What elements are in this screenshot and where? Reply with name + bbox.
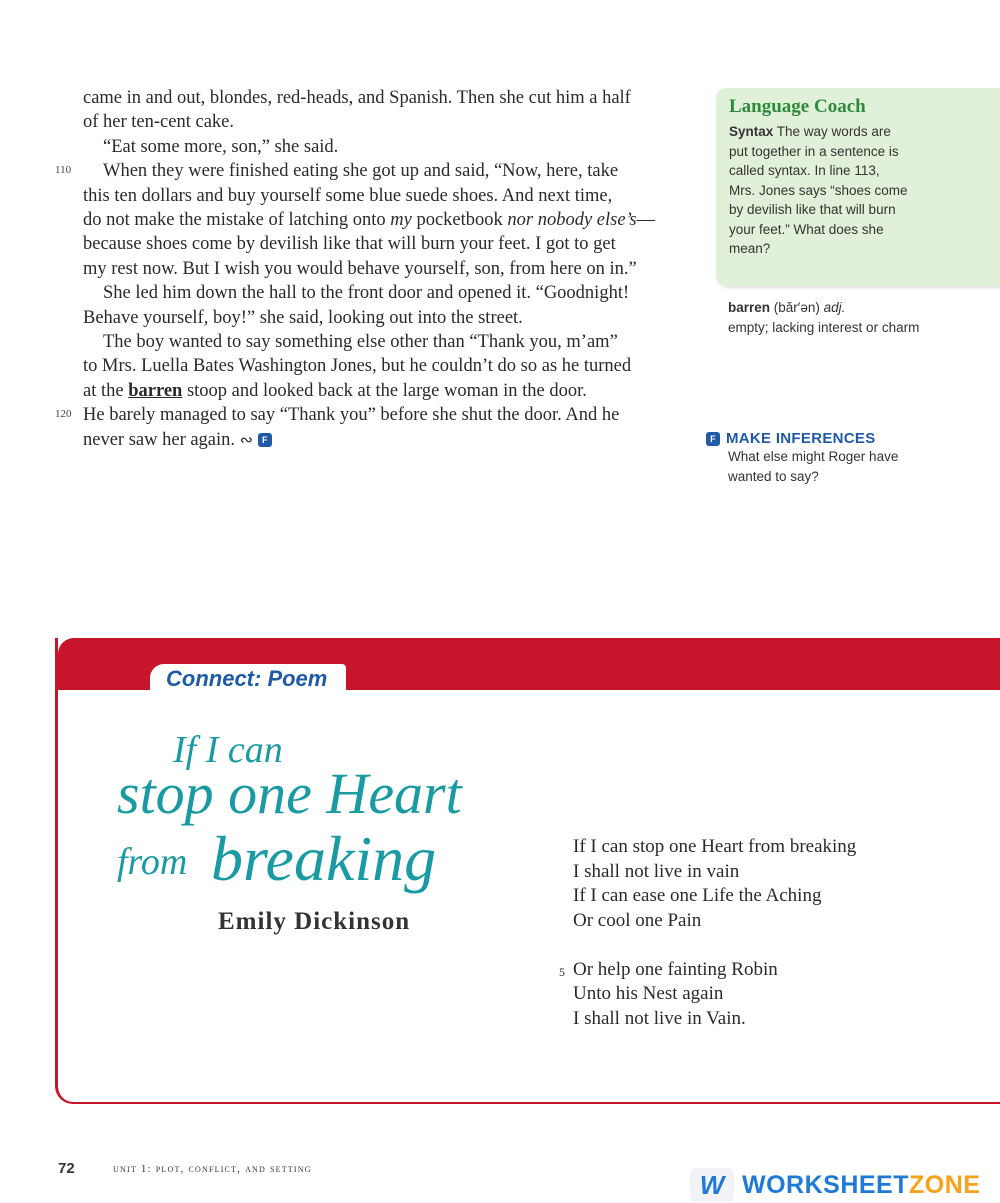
story-line: because shoes come by devilish like that will burn your feet. I got to get xyxy=(83,234,616,255)
worksheetzone-wordmark: WORKSHEETZONE xyxy=(742,1170,981,1199)
vocab-definition: barren (băr′ən) adj. empty; lacking interest or charm xyxy=(728,300,920,335)
poem-line-number: 5 xyxy=(559,964,565,979)
story-line: never saw her again. ∾ F xyxy=(83,428,673,453)
connect-poem-panel xyxy=(55,638,1000,1104)
inference-f-badge: F xyxy=(706,432,720,446)
story-line: this ten dollars and buy yourself some blue suede shoes. And next time, xyxy=(83,185,613,206)
worksheetzone-logo xyxy=(690,1168,980,1202)
language-coach-title: Language Coach xyxy=(729,96,866,117)
story-line: The boy wanted to say something else other than “Thank you, m’am” xyxy=(103,332,618,353)
poem-line: 5 Or help one fainting Robin xyxy=(573,958,856,983)
end-of-selection-icon: ∾ xyxy=(239,431,254,449)
story-line: at the barren stoop and looked back at the large woman in the door. xyxy=(83,380,587,401)
line-number: 120 xyxy=(55,408,72,421)
story-line: When they were finished eating she got up and said, “Now, here, take xyxy=(103,161,619,182)
poem-line: If I can ease one Life the Aching xyxy=(573,885,822,906)
connect-poem-tab: Connect: Poem xyxy=(150,664,346,700)
language-coach-text: Syntax The way words are put together in a sentence is called syntax. In line 113, Mrs. Jones says “shoes come by devilish like that will burn your feet.” What does she mean? xyxy=(729,124,908,256)
poem-line: I shall not live in vain xyxy=(573,860,740,882)
story-line: came in and out, blondes, red-heads, and Spanish. Then she cut him a half xyxy=(83,88,631,108)
poem-line: If I can stop one Heart from breaking xyxy=(573,836,857,857)
poem-line: Or cool one Pain xyxy=(573,909,702,931)
vocab-word-barren[interactable]: barren xyxy=(128,380,183,401)
story-line: my rest now. But I wish you would behave yourself, son, from here on in.” xyxy=(83,258,637,279)
story-line: He barely managed to say “Thank you” before she shut the door. And he xyxy=(83,405,620,426)
poem-line: Unto his Nest again xyxy=(573,983,724,1004)
make-inferences-question: What else might Roger have wanted to say? xyxy=(728,449,899,484)
line-number: 110 xyxy=(55,164,72,177)
make-inferences-heading: F MAKE INFERENCES xyxy=(706,430,926,447)
story-line: Behave yourself, boy!” she said, looking out into the street. xyxy=(83,307,523,328)
poem-author: Emily Dickinson xyxy=(218,908,411,935)
inference-f-badge[interactable]: F xyxy=(258,433,272,447)
story-excerpt xyxy=(55,86,673,453)
unit-label: unit 1: plot, conflict, and setting xyxy=(113,1163,312,1175)
language-coach-box xyxy=(716,88,1000,286)
story-line-wrap xyxy=(55,403,673,427)
poem-line: I shall not live in Vain. xyxy=(573,1007,746,1029)
story-line: of her ten-cent cake. xyxy=(83,112,234,133)
page-number: 72 xyxy=(58,1160,75,1177)
story-line: do not make the mistake of latching onto my pocketbook nor nobody else’s— xyxy=(83,210,656,231)
story-line: She led him down the hall to the front door and opened it. “Goodnight! xyxy=(103,283,630,304)
story-line: to Mrs. Luella Bates Washington Jones, but he couldn’t do so as he turned xyxy=(83,356,632,377)
make-inferences-note xyxy=(706,430,926,486)
story-line: “Eat some more, son,” she said. xyxy=(103,136,339,157)
worksheetzone-w-icon: W xyxy=(690,1168,734,1202)
story-line-wrap xyxy=(55,159,673,183)
poem-text xyxy=(559,835,857,1031)
